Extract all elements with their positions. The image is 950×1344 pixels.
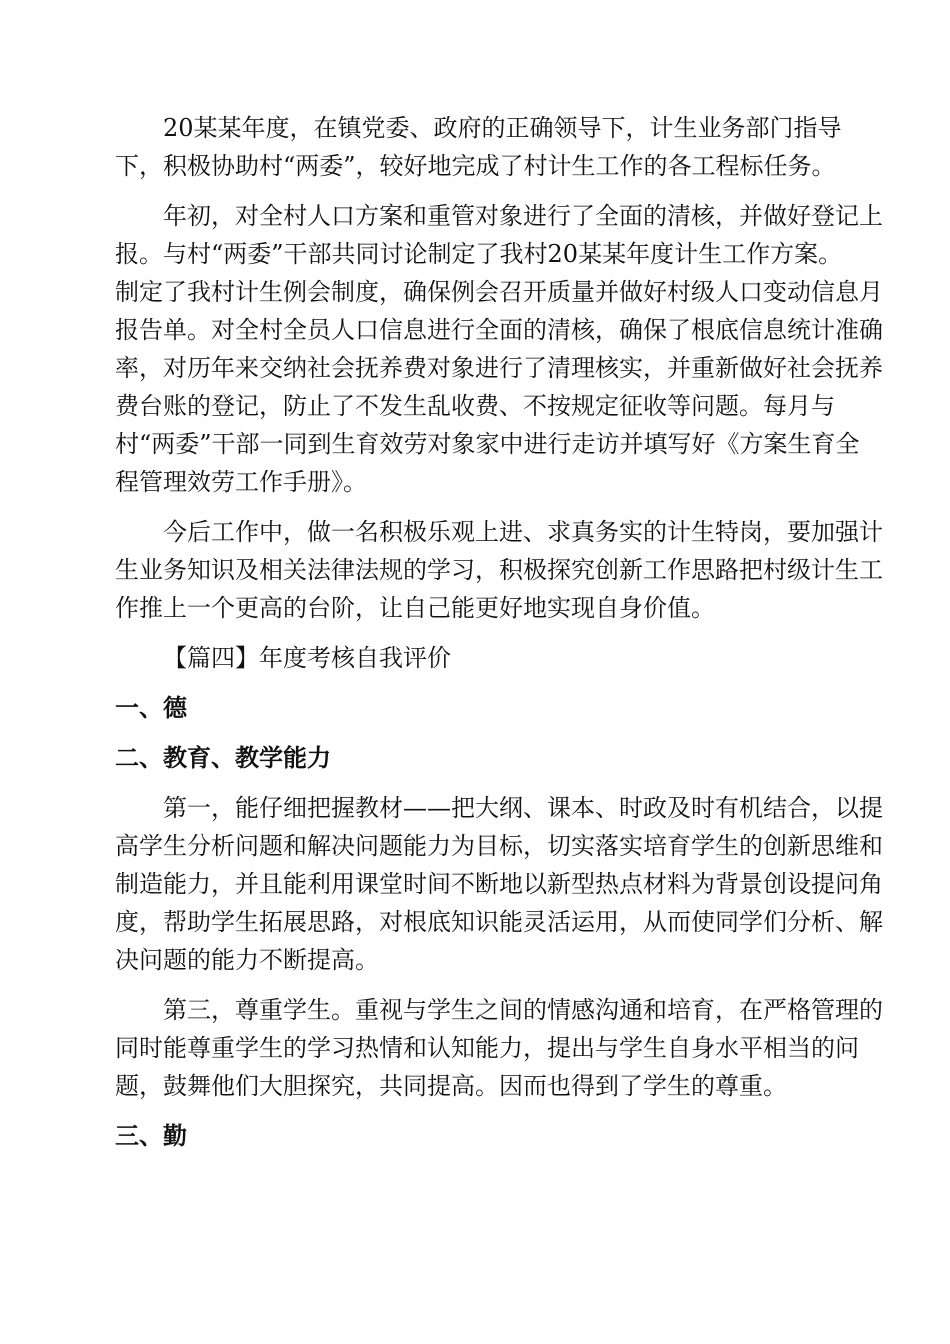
text-line: 村“两委”干部一同到生育效劳对象家中进行走访并填写好《方案生育全 xyxy=(115,430,860,458)
text-line: 决问题的能力不断提高。 xyxy=(115,946,379,974)
text-line: 制定了我村计生例会制度，确保例会召开质量并做好村级人口变动信息月 xyxy=(115,278,883,306)
text-line: 报告单。对全村全员人口信息进行全面的清核，确保了根底信息统计准确 xyxy=(115,316,883,344)
paragraph-summary xyxy=(115,109,842,185)
text-line: 第三，尊重学生。重视与学生之间的情感沟通和培育，在严格管理的 xyxy=(163,996,883,1024)
text-line: 报。与村“两委”干部共同讨论制定了我村20某某年度计生工作方案。 xyxy=(115,240,843,268)
paragraph-first-point xyxy=(115,789,883,979)
paragraph-future-plan xyxy=(115,513,883,627)
paragraph-work-details xyxy=(115,197,883,501)
text-line: 下，积极协助村“两委”，较好地完成了村计生工作的各工程标任务。 xyxy=(115,152,836,180)
text-line: 20某某年度，在镇党委、政府的正确领导下，计生业务部门指导 xyxy=(163,114,842,142)
text-line: 程管理效劳工作手册》。 xyxy=(115,468,367,496)
text-line: 第一，能仔细把握教材——把大纲、课本、时政及时有机结合，以提 xyxy=(163,794,883,822)
text-line: 作推上一个更高的台阶，让自己能更好地实现自身价值。 xyxy=(115,594,715,622)
text-line: 今后工作中，做一名积极乐观上进、求真务实的计生特岗，要加强计 xyxy=(163,518,883,546)
text-line: 费台账的登记，防止了不发生乱收费、不按规定征收等问题。每月与 xyxy=(115,392,835,420)
document-body xyxy=(115,109,883,1167)
text-line: 题，鼓舞他们大胆探究，共同提高。因而也得到了学生的尊重。 xyxy=(115,1072,787,1100)
text-line: 同时能尊重学生的学习热情和认知能力，提出与学生自身水平相当的问 xyxy=(115,1034,859,1062)
text-line: 制造能力，并且能利用课堂时间不断地以新型热点材料为背景创设提问角 xyxy=(115,870,883,898)
text-line: 度，帮助学生拓展思路，对根底知识能灵活运用，从而使同学们分析、解 xyxy=(115,908,883,936)
section-title: 【篇四】年度考核自我评价 xyxy=(163,644,451,672)
text-line: 高学生分析问题和解决问题能力为目标，切实落实培育学生的创新思维和 xyxy=(115,832,883,860)
heading-teaching-ability: 二、教育、教学能力 xyxy=(115,743,331,772)
heading-diligence: 三、勤 xyxy=(115,1121,187,1150)
paragraph-third-point xyxy=(115,991,883,1105)
text-line: 率，对历年来交纳社会抚养费对象进行了清理核实，并重新做好社会抚养 xyxy=(115,354,883,382)
text-line: 年初，对全村人口方案和重管对象进行了全面的清核，并做好登记上 xyxy=(163,202,883,230)
text-line: 生业务知识及相关法律法规的学习，积极探究创新工作思路把村级计生工 xyxy=(115,556,883,584)
heading-virtue: 一、德 xyxy=(115,693,187,722)
